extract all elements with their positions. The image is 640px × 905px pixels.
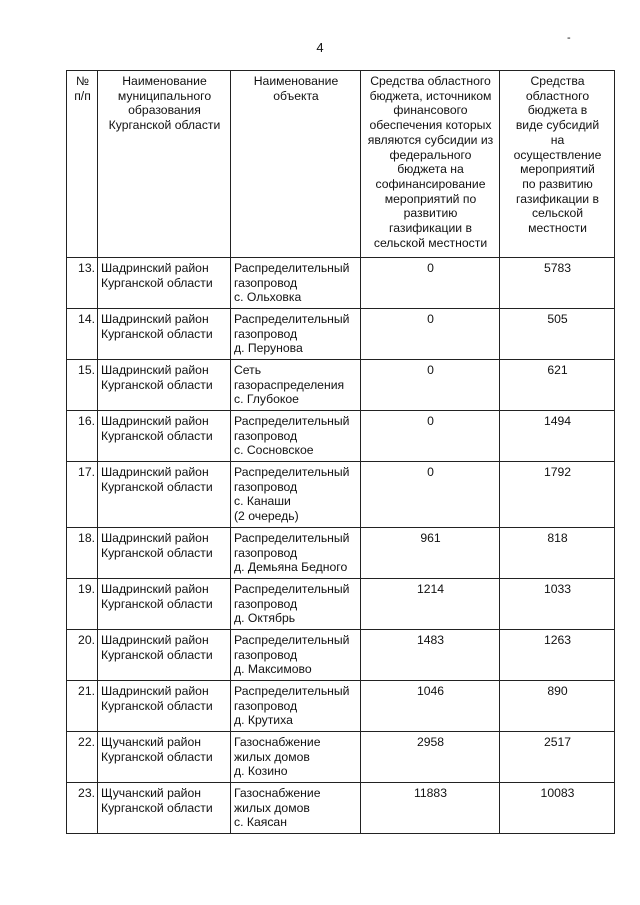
- federal-cofinancing-value: 961: [361, 528, 500, 579]
- row-number: 19.: [67, 579, 98, 630]
- cell-line: газопровод: [234, 326, 298, 341]
- regional-subsidy-value: 818: [500, 528, 615, 579]
- cell-line: газораспределения: [234, 377, 345, 392]
- row-number: 17.: [67, 462, 98, 528]
- cell-line: с. Канаши: [234, 494, 291, 509]
- federal-cofinancing-value: 0: [361, 258, 500, 309]
- header-line: бюджета на: [397, 162, 464, 177]
- header-line: по развитию: [522, 176, 593, 191]
- federal-cofinancing-value: 11883: [361, 783, 500, 834]
- header-line: п/п: [74, 88, 91, 103]
- object-cell: [231, 411, 361, 462]
- header-line: на: [550, 132, 565, 147]
- federal-cofinancing-value: 0: [361, 411, 500, 462]
- table-row: [67, 783, 615, 834]
- header-line: местности: [528, 221, 587, 236]
- regional-subsidy-value: 1494: [500, 411, 615, 462]
- regional-subsidy-value: 890: [500, 681, 615, 732]
- table-body: [67, 258, 615, 834]
- header-line: являются субсидии из: [367, 132, 494, 147]
- header-regional-subsidy: [500, 71, 615, 258]
- cell-line: Курганской области: [101, 698, 213, 713]
- cell-line: Шадринский район: [101, 633, 209, 647]
- header-line: осуществление: [513, 147, 602, 162]
- object-cell: [231, 309, 361, 360]
- cell-line: с. Сосновское: [234, 443, 314, 458]
- table-row: [67, 309, 615, 360]
- table-row: [67, 732, 615, 783]
- cell-line: д. Демьяна Бедного: [234, 560, 348, 575]
- cell-line: жилых домов: [234, 800, 310, 815]
- cell-line: Газоснабжение: [234, 786, 321, 800]
- cell-line: Курганской области: [101, 596, 213, 611]
- header-line: мероприятий: [520, 162, 595, 177]
- header-line: обеспечения которых: [369, 118, 492, 133]
- subsidy-table: [66, 70, 615, 834]
- federal-cofinancing-value: 2958: [361, 732, 500, 783]
- municipality-cell: [98, 732, 231, 783]
- header-line: бюджета в: [527, 103, 588, 118]
- header-line: Курганской области: [108, 118, 221, 133]
- cell-line: газопровод: [234, 596, 298, 611]
- cell-line: газопровод: [234, 647, 298, 662]
- cell-line: Шадринский район: [101, 684, 209, 698]
- cell-line: Распределительный: [234, 582, 350, 596]
- header-line: газификации в: [516, 191, 599, 206]
- row-number: 18.: [67, 528, 98, 579]
- table-row: [67, 528, 615, 579]
- federal-cofinancing-value: 1214: [361, 579, 500, 630]
- header-line: сельской: [531, 206, 584, 221]
- row-number: 13.: [67, 258, 98, 309]
- header-line: Наименование: [253, 74, 339, 88]
- municipality-cell: [98, 309, 231, 360]
- row-number: 16.: [67, 411, 98, 462]
- municipality-cell: [98, 528, 231, 579]
- municipality-cell: [98, 258, 231, 309]
- row-number: 14.: [67, 309, 98, 360]
- cell-line: газопровод: [234, 545, 298, 560]
- cell-line: с. Каясан: [234, 815, 287, 830]
- table-row: [67, 579, 615, 630]
- table-row: [67, 462, 615, 528]
- federal-cofinancing-value: 1046: [361, 681, 500, 732]
- row-number: 21.: [67, 681, 98, 732]
- header-line: газификации в: [389, 221, 472, 236]
- header-line: развитию: [403, 206, 458, 221]
- header-line: сельской местности: [373, 235, 488, 250]
- federal-cofinancing-value: 0: [361, 309, 500, 360]
- cell-line: газопровод: [234, 479, 298, 494]
- cell-line: с. Ольховка: [234, 290, 302, 305]
- table-row: [67, 681, 615, 732]
- header-line: финансового: [393, 103, 468, 118]
- object-cell: [231, 258, 361, 309]
- cell-line: (2 очередь): [234, 509, 299, 524]
- cell-line: д. Крутиха: [234, 713, 293, 728]
- cell-line: Шадринский район: [101, 465, 209, 479]
- regional-subsidy-value: 1263: [500, 630, 615, 681]
- cell-line: Шадринский район: [101, 582, 209, 596]
- cell-line: Курганской области: [101, 428, 213, 443]
- cell-line: с. Глубокое: [234, 392, 299, 407]
- regional-subsidy-value: 1792: [500, 462, 615, 528]
- header-line: бюджета, источником: [369, 88, 492, 103]
- regional-subsidy-value: 505: [500, 309, 615, 360]
- header-object: [231, 71, 361, 258]
- cell-line: Курганской области: [101, 647, 213, 662]
- cell-line: газопровод: [234, 698, 298, 713]
- page-mark: -: [567, 32, 571, 44]
- cell-line: Шадринский район: [101, 261, 209, 275]
- header-line: образования: [128, 103, 201, 118]
- object-cell: [231, 528, 361, 579]
- object-cell: [231, 579, 361, 630]
- header-line: Средства: [530, 74, 585, 88]
- regional-subsidy-value: 2517: [500, 732, 615, 783]
- table-row: [67, 360, 615, 411]
- municipality-cell: [98, 360, 231, 411]
- cell-line: Распределительный: [234, 684, 350, 698]
- object-cell: [231, 681, 361, 732]
- header-row: [67, 71, 615, 258]
- cell-line: Курганской области: [101, 479, 213, 494]
- header-line: Средства областного: [370, 74, 491, 88]
- cell-line: Распределительный: [234, 414, 350, 428]
- cell-line: д. Октябрь: [234, 611, 296, 626]
- cell-line: Курганской области: [101, 800, 213, 815]
- header-line: Наименование: [122, 74, 207, 88]
- municipality-cell: [98, 411, 231, 462]
- table-row: [67, 630, 615, 681]
- cell-line: Шадринский район: [101, 531, 209, 545]
- municipality-cell: [98, 630, 231, 681]
- row-number: 22.: [67, 732, 98, 783]
- row-number: 23.: [67, 783, 98, 834]
- regional-subsidy-value: 10083: [500, 783, 615, 834]
- municipality-cell: [98, 783, 231, 834]
- cell-line: Курганской области: [101, 749, 213, 764]
- table-row: [67, 258, 615, 309]
- municipality-cell: [98, 579, 231, 630]
- cell-line: Курганской области: [101, 377, 213, 392]
- header-line: софинансирование: [375, 176, 486, 191]
- row-number: 15.: [67, 360, 98, 411]
- cell-line: Шадринский район: [101, 312, 209, 326]
- cell-line: д. Козино: [234, 764, 288, 779]
- header-municipality: [98, 71, 231, 258]
- cell-line: Курганской области: [101, 275, 213, 290]
- row-number: 20.: [67, 630, 98, 681]
- object-cell: [231, 630, 361, 681]
- regional-subsidy-value: 621: [500, 360, 615, 411]
- cell-line: Газоснабжение: [234, 735, 321, 749]
- regional-subsidy-value: 1033: [500, 579, 615, 630]
- object-cell: [231, 462, 361, 528]
- cell-line: д. Перунова: [234, 341, 303, 356]
- table-row: [67, 411, 615, 462]
- cell-line: Распределительный: [234, 465, 350, 479]
- header-line: №: [75, 74, 90, 88]
- cell-line: Распределительный: [234, 531, 350, 545]
- header-line: федерального: [389, 147, 472, 162]
- cell-line: д. Максимово: [234, 662, 312, 677]
- header-line: виде субсидий: [515, 118, 600, 133]
- cell-line: Курганской области: [101, 545, 213, 560]
- header-number: [67, 71, 98, 258]
- cell-line: Щучанский район: [101, 735, 201, 749]
- cell-line: газопровод: [234, 428, 298, 443]
- page-number: 4: [316, 40, 324, 55]
- header-line: объекта: [273, 88, 319, 103]
- cell-line: Распределительный: [234, 261, 350, 275]
- object-cell: [231, 732, 361, 783]
- cell-line: Щучанский район: [101, 786, 201, 800]
- cell-line: жилых домов: [234, 749, 310, 764]
- cell-line: Распределительный: [234, 312, 350, 326]
- header-line: муниципального: [117, 88, 212, 103]
- federal-cofinancing-value: 1483: [361, 630, 500, 681]
- federal-cofinancing-value: 0: [361, 360, 500, 411]
- object-cell: [231, 783, 361, 834]
- municipality-cell: [98, 681, 231, 732]
- object-cell: [231, 360, 361, 411]
- cell-line: Шадринский район: [101, 414, 209, 428]
- header-line: мероприятий по: [384, 191, 477, 206]
- header-line: областного: [525, 88, 590, 103]
- cell-line: Курганской области: [101, 326, 213, 341]
- header-federal-cofinancing: [361, 71, 500, 258]
- federal-cofinancing-value: 0: [361, 462, 500, 528]
- regional-subsidy-value: 5783: [500, 258, 615, 309]
- cell-line: Сеть: [234, 363, 262, 377]
- cell-line: газопровод: [234, 275, 298, 290]
- cell-line: Распределительный: [234, 633, 350, 647]
- municipality-cell: [98, 462, 231, 528]
- cell-line: Шадринский район: [101, 363, 209, 377]
- table-header: [67, 71, 615, 258]
